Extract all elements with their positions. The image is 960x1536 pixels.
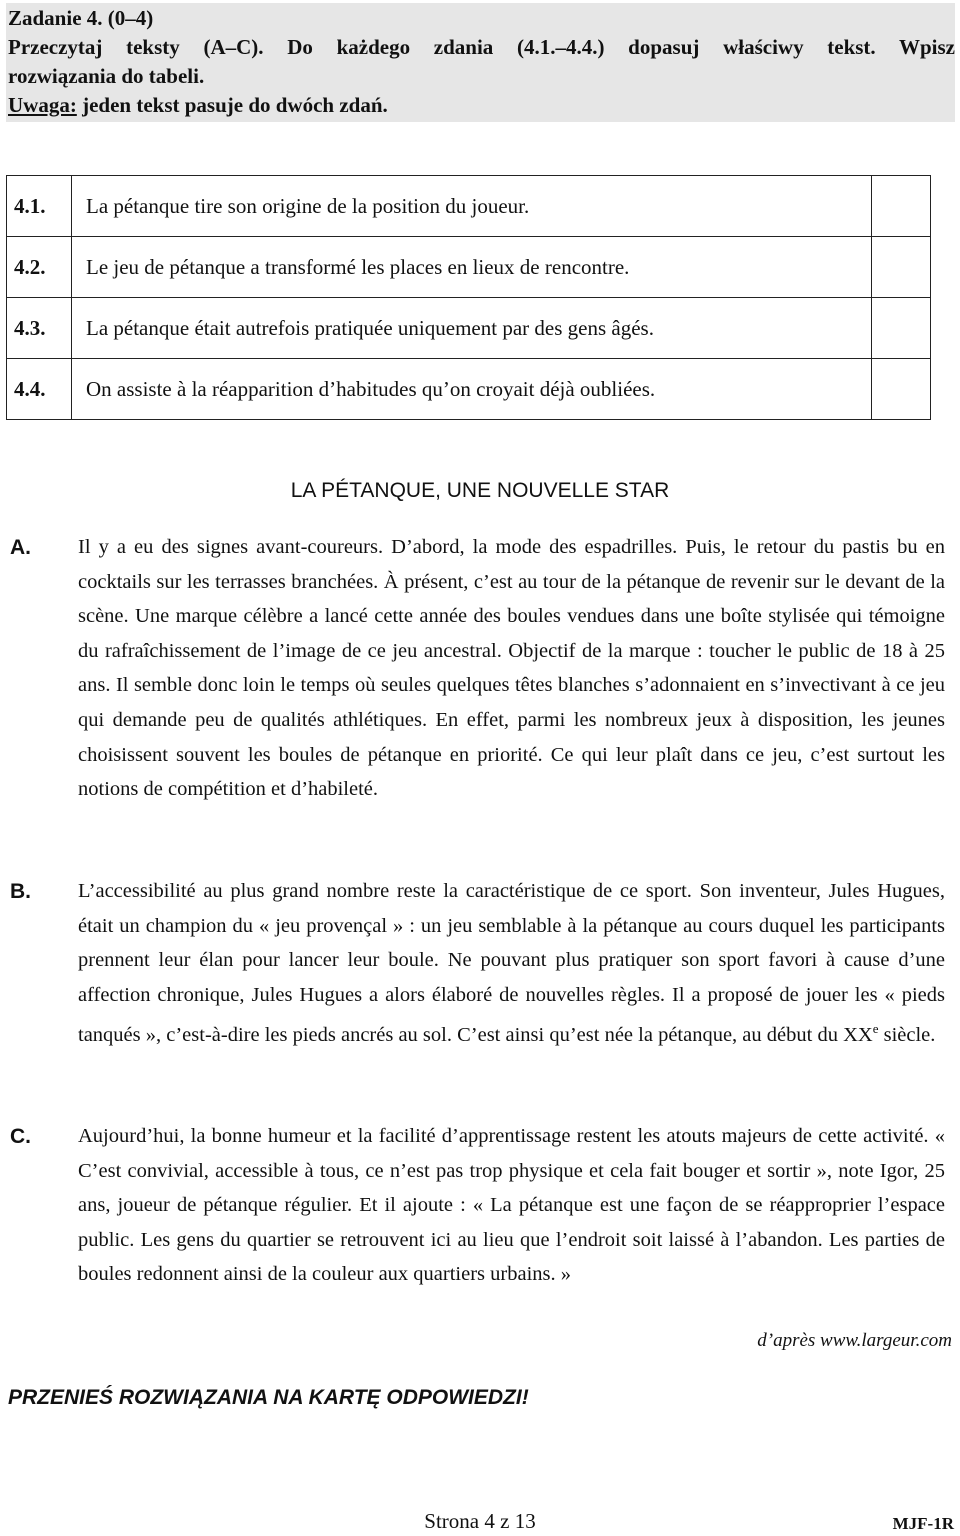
task-instruction-continued: rozwiązania do tabeli. (8, 64, 205, 88)
task-title: Zadanie 4. (0–4) (8, 6, 154, 30)
table-row (7, 298, 931, 359)
note-text: jeden tekst pasuje do dwóch zdań. (76, 93, 388, 117)
statement-text: La pétanque était autrefois pratiquée uniquement par des gens âgés. (72, 298, 872, 359)
text-b (10, 874, 945, 1053)
source-citation: d’après www.largeur.com (757, 1330, 952, 1351)
note-label: Uwaga: (8, 93, 77, 117)
statements-table (6, 175, 931, 420)
text-a (10, 530, 945, 807)
text-b-body-main: L’accessibilité au plus grand nombre reste la caractéristique de ce sport. Son inventeur, Jules Hugues, était un champion du « jeu provençal » : un jeu semblable à la pétanque au cours duquel les participants prennent leur élan pour lancer leur boule. Ne pouvant plus pratiquer son sport favori à cause d’une affection chronique, Jules Hugues a alors élaboré de nouvelles règles. Il a proposé de jouer les « pieds tanqués », c’est-à-dire les pieds ancrés au sol. C’est ainsi qu’est née la pétanque, au début du XX (78, 880, 945, 1047)
text-c (10, 1119, 945, 1292)
text-b-body (78, 874, 945, 1053)
exam-code: MJF-1R (892, 1514, 954, 1533)
statement-number: 4.4. (7, 359, 72, 420)
article-title: LA PÉTANQUE, UNE NOUVELLE STAR (290, 479, 670, 502)
statement-number: 4.1. (7, 176, 72, 237)
task-instruction: Przeczytaj teksty (A–C). Do każdego zdania (4.1.–4.4.) dopasuj właściwy tekst. Wpisz (8, 35, 955, 59)
statement-text: La pétanque tire son origine de la position du joueur. (72, 176, 872, 237)
table-row (7, 237, 931, 298)
statement-text: Le jeu de pétanque a transformé les places en lieux de rencontre. (72, 237, 872, 298)
text-c-letter: C. (10, 1125, 31, 1148)
answer-cell[interactable] (872, 298, 931, 359)
table-row (7, 359, 931, 420)
statement-number: 4.2. (7, 237, 72, 298)
text-b-body-end: siècle. (878, 1024, 936, 1047)
task-note (8, 91, 955, 120)
century-superscript: e (872, 1021, 879, 1037)
answer-cell[interactable] (872, 176, 931, 237)
task-header (6, 3, 955, 122)
page-number: Strona 4 z 13 (424, 1509, 536, 1533)
statement-text: On assiste à la réapparition d’habitudes qu’on croyait déjà oubliées. (72, 359, 872, 420)
transfer-answers-note: PRZENIEŚ ROZWIĄZANIA NA KARTĘ ODPOWIEDZI! (8, 1386, 529, 1409)
statement-number: 4.3. (7, 298, 72, 359)
text-b-letter: B. (10, 880, 31, 903)
text-c-body: Aujourd’hui, la bonne humeur et la facilité d’apprentissage restent les atouts majeurs de cette activité. « C’est convivial, accessible à tous, ce n’est pas trop physique et cela fait bouger et sortir », note Igor, 25 ans, joueur de pétanque régulier. Et il ajoute : « La pétanque est une façon de se réapproprier l’espace public. Les gens du quartier se retrouvent ici au lieu que l’endroit soit laissé à l’abandon. Les parties de boules redonnent ainsi de la couleur aux quartiers urbains. » (78, 1125, 945, 1286)
text-a-body: Il y a eu des signes avant-coureurs. D’abord, la mode des espadrilles. Puis, le retour du pastis bu en cocktails sur les terrasses branchées. À présent, c’est au tour de la pétanque de revenir sur le devant de la scène. Une marque célèbre a lancé cette année des boules vendues dans une boîte stylisée qui témoigne du rafraîchissement de l’image de ce jeu ancestral. Objectif de la marque : toucher le public de 18 à 25 ans. Il semble donc loin le temps où seules quelques têtes blanches s’adonnaient en s’invectivant à ce jeu qui demande peu de qualités athlétiques. En effet, parmi les nombreux jeux à disposition, les jeunes choisissent souvent les boules de pétanque en priorité. Ce qui leur plaît dans ce jeu, c’est surtout les notions de compétition et d’habileté. (78, 536, 945, 801)
table-row (7, 176, 931, 237)
answer-cell[interactable] (872, 237, 931, 298)
text-a-letter: A. (10, 536, 31, 559)
answer-cell[interactable] (872, 359, 931, 420)
